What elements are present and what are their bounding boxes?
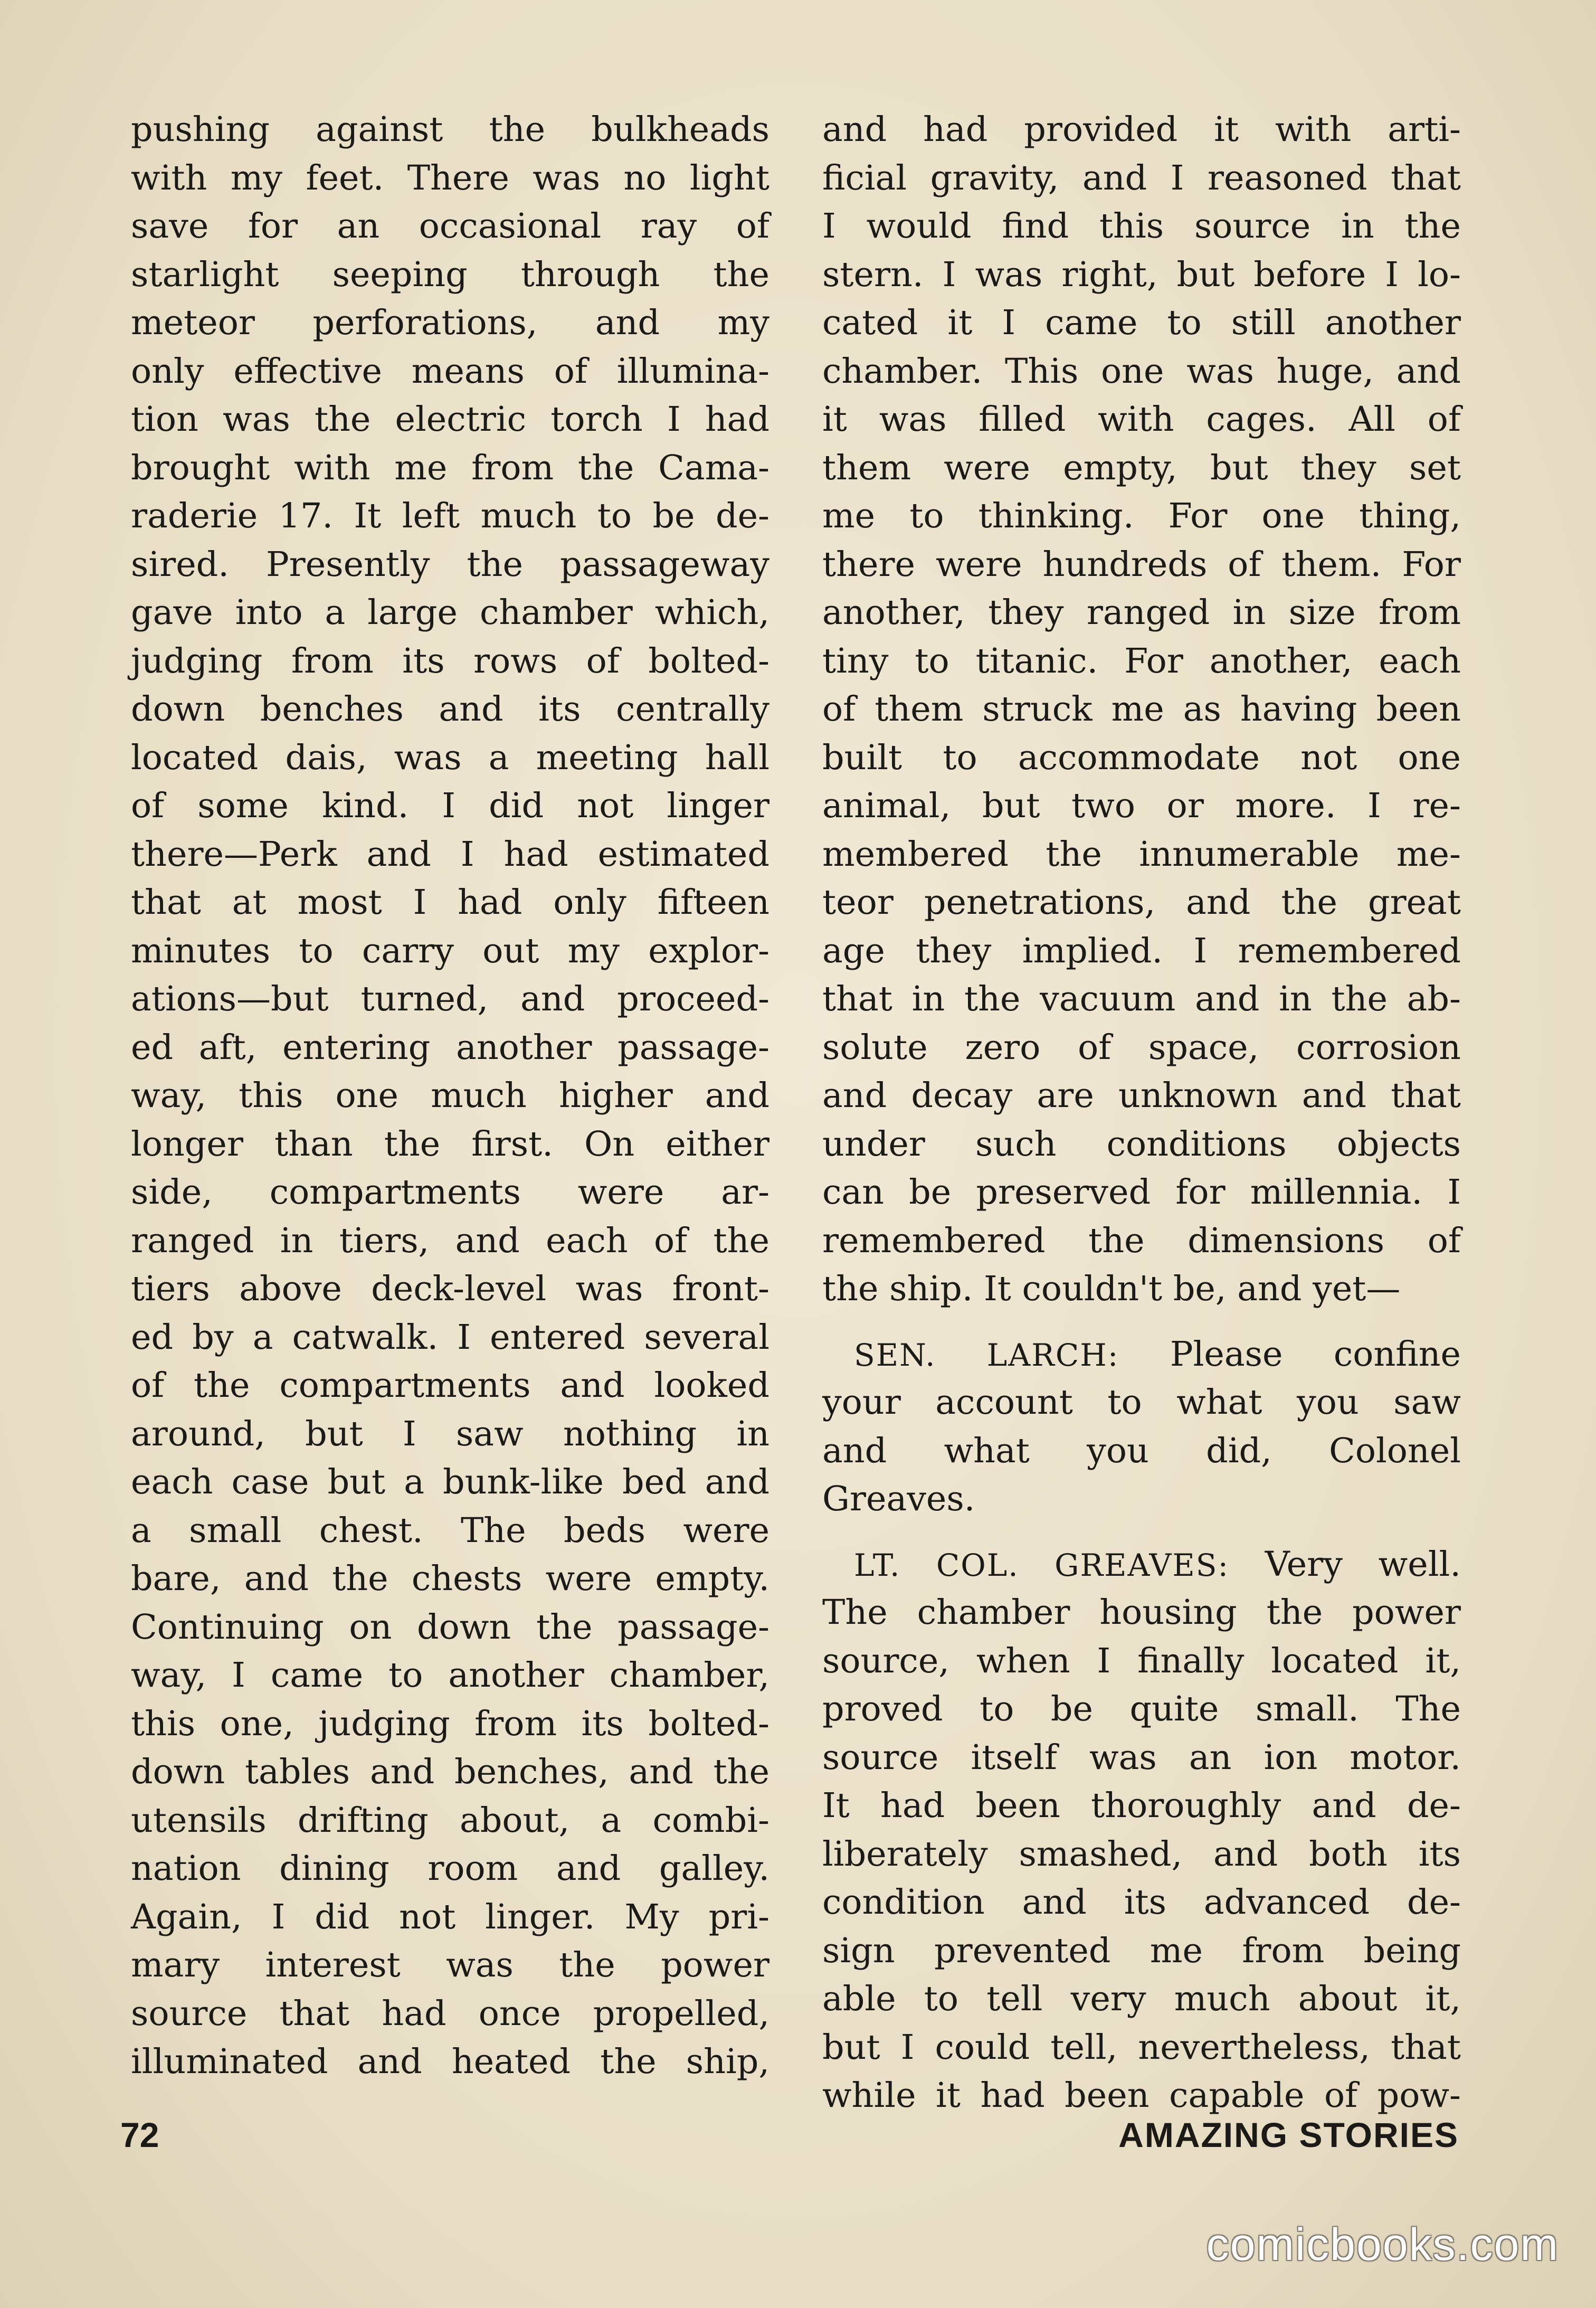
paragraph-greaves (822, 1540, 1461, 2120)
text-line: of them struck me as having been (822, 689, 1461, 729)
text-line: teor penetrations, and the great (822, 883, 1461, 922)
paragraph-larch (822, 1330, 1461, 1524)
text-line: built to accommodate not one (822, 737, 1461, 778)
text-line: animal, but two or more. I re- (822, 786, 1461, 826)
text-line: source that had once propelled, (131, 1993, 770, 2033)
text-line: Greaves. (822, 1479, 975, 1519)
text-line: cated it I came to still another (822, 303, 1461, 343)
text-line: under such conditions objects (822, 1124, 1461, 1164)
text-line: sired. Presently the passageway (131, 544, 770, 584)
text-line: raderie 17. It left much to be de- (131, 496, 770, 536)
text-line: tion was the electric torch I had (131, 400, 770, 439)
text-line: brought with me from the Cama- (131, 448, 770, 488)
text-line: tiny to titanic. For another, each (822, 641, 1461, 681)
text-line: way, this one much higher and (131, 1076, 770, 1115)
page-number: 72 (120, 2115, 159, 2154)
text-line: your account to what you saw (822, 1383, 1461, 1422)
text-line: down benches and its centrally (131, 689, 770, 729)
text-line: able to tell very much about it, (822, 1979, 1461, 2019)
text-line: source, when I finally located it, (822, 1641, 1461, 1681)
text-line: longer than the first. On either (131, 1124, 770, 1164)
text-line: there—Perk and I had estimated (131, 834, 770, 874)
text-line: down tables and benches, and the (131, 1752, 770, 1792)
text-line: starlight seeping through the (131, 254, 770, 295)
text-line: it was filled with cages. All of (822, 400, 1461, 439)
text-line: located dais, was a meeting hall (131, 737, 770, 778)
text-line: only effective means of illumina- (131, 351, 770, 391)
text-line: around, but I saw nothing in (131, 1414, 770, 1454)
text-line: tiers above deck-level was front- (131, 1269, 770, 1309)
text-line: a small chest. The beds were (131, 1510, 770, 1550)
magazine-title: AMAZING STORIES (1118, 2115, 1459, 2154)
text-line: and decay are unknown and that (822, 1076, 1461, 1115)
text-line: while it had been capable of pow- (822, 2076, 1461, 2115)
text-line: proved to be quite small. The (822, 1689, 1461, 1729)
text-line: ed by a catwalk. I entered several (131, 1317, 770, 1357)
text-line: stern. I was right, but before I lo- (822, 254, 1461, 295)
text-line: ations—but turned, and proceed- (131, 979, 770, 1019)
text-line: of the compartments and looked (131, 1366, 770, 1405)
dialogue-first-line: SEN. LARCH: Please confine (854, 1334, 1461, 1374)
text-line: of some kind. I did not linger (131, 786, 770, 826)
paragraph-narrative (822, 106, 1461, 1313)
text-line: nation dining room and galley. (131, 1849, 770, 1888)
watermark: comicbooks.com (1206, 2219, 1559, 2270)
text-line: ranged in tiers, and each of the (131, 1221, 770, 1261)
text-line: sign prevented me from being (822, 1931, 1461, 1971)
text-line: me to thinking. For one thing, (822, 496, 1461, 536)
right-column (822, 106, 1461, 2120)
text-line: pushing against the bulkheads (131, 110, 770, 149)
text-line: I would find this source in the (822, 206, 1461, 246)
text-line: remembered the dimensions of (822, 1221, 1461, 1261)
text-line: mary interest was the power (131, 1945, 770, 1985)
text-line: them were empty, but they set (822, 448, 1461, 488)
text-line: this one, judging from its bolted- (131, 1704, 770, 1744)
text-line: can be preserved for millennia. I (822, 1172, 1461, 1212)
text-line: Again, I did not linger. My pri- (131, 1897, 770, 1937)
text-line: source itself was an ion motor. (822, 1737, 1461, 1777)
speaker-label: LT. COL. GREAVES: (854, 1547, 1230, 1583)
text-line: another, they ranged in size from (822, 593, 1461, 632)
text-line: ficial gravity, and I reasoned that (822, 158, 1461, 198)
text-line: and had provided it with arti- (822, 110, 1461, 149)
dialogue-first-line: LT. COL. GREAVES: Very well. (854, 1544, 1461, 1584)
text-line: solute zero of space, corrosion (822, 1027, 1461, 1067)
text-line: minutes to carry out my explor- (131, 931, 770, 971)
text-line: that at most I had only fifteen (131, 883, 770, 922)
text-line: It had been thoroughly and de- (822, 1786, 1461, 1825)
text-line: save for an occasional ray of (131, 206, 770, 246)
text-line: meteor perforations, and my (131, 303, 770, 343)
text-line: way, I came to another chamber, (131, 1656, 770, 1695)
text-line: liberately smashed, and both its (822, 1834, 1461, 1874)
text-line: condition and its advanced de- (822, 1883, 1461, 1922)
text-line: bare, and the chests were empty. (131, 1559, 770, 1598)
text-line: the ship. It couldn't be, and yet— (822, 1269, 1401, 1309)
text-line: each case but a bunk-like bed and (131, 1462, 770, 1502)
text-line: age they implied. I remembered (822, 931, 1461, 971)
text-line: gave into a large chamber which, (131, 593, 770, 632)
text-line: utensils drifting about, a combi- (131, 1800, 770, 1840)
text-line: membered the innumerable me- (822, 834, 1461, 874)
text-line: The chamber housing the power (822, 1593, 1461, 1632)
text-line: there were hundreds of them. For (822, 544, 1461, 584)
text-line: illuminated and heated the ship, (131, 2042, 770, 2082)
text-line: but I could tell, nevertheless, that (822, 2027, 1461, 2067)
left-column (131, 106, 770, 2086)
text-line: that in the vacuum and in the ab- (822, 979, 1461, 1019)
text-line: with my feet. There was no light (131, 158, 770, 198)
text-line: and what you did, Colonel (822, 1431, 1461, 1471)
speaker-label: SEN. LARCH: (854, 1337, 1119, 1373)
text-line: Continuing on down the passage- (131, 1607, 770, 1647)
text-line: judging from its rows of bolted- (131, 641, 770, 681)
text-line: chamber. This one was huge, and (822, 351, 1461, 391)
text-line: side, compartments were ar- (131, 1172, 770, 1212)
text-line: ed aft, entering another passage- (131, 1027, 770, 1067)
